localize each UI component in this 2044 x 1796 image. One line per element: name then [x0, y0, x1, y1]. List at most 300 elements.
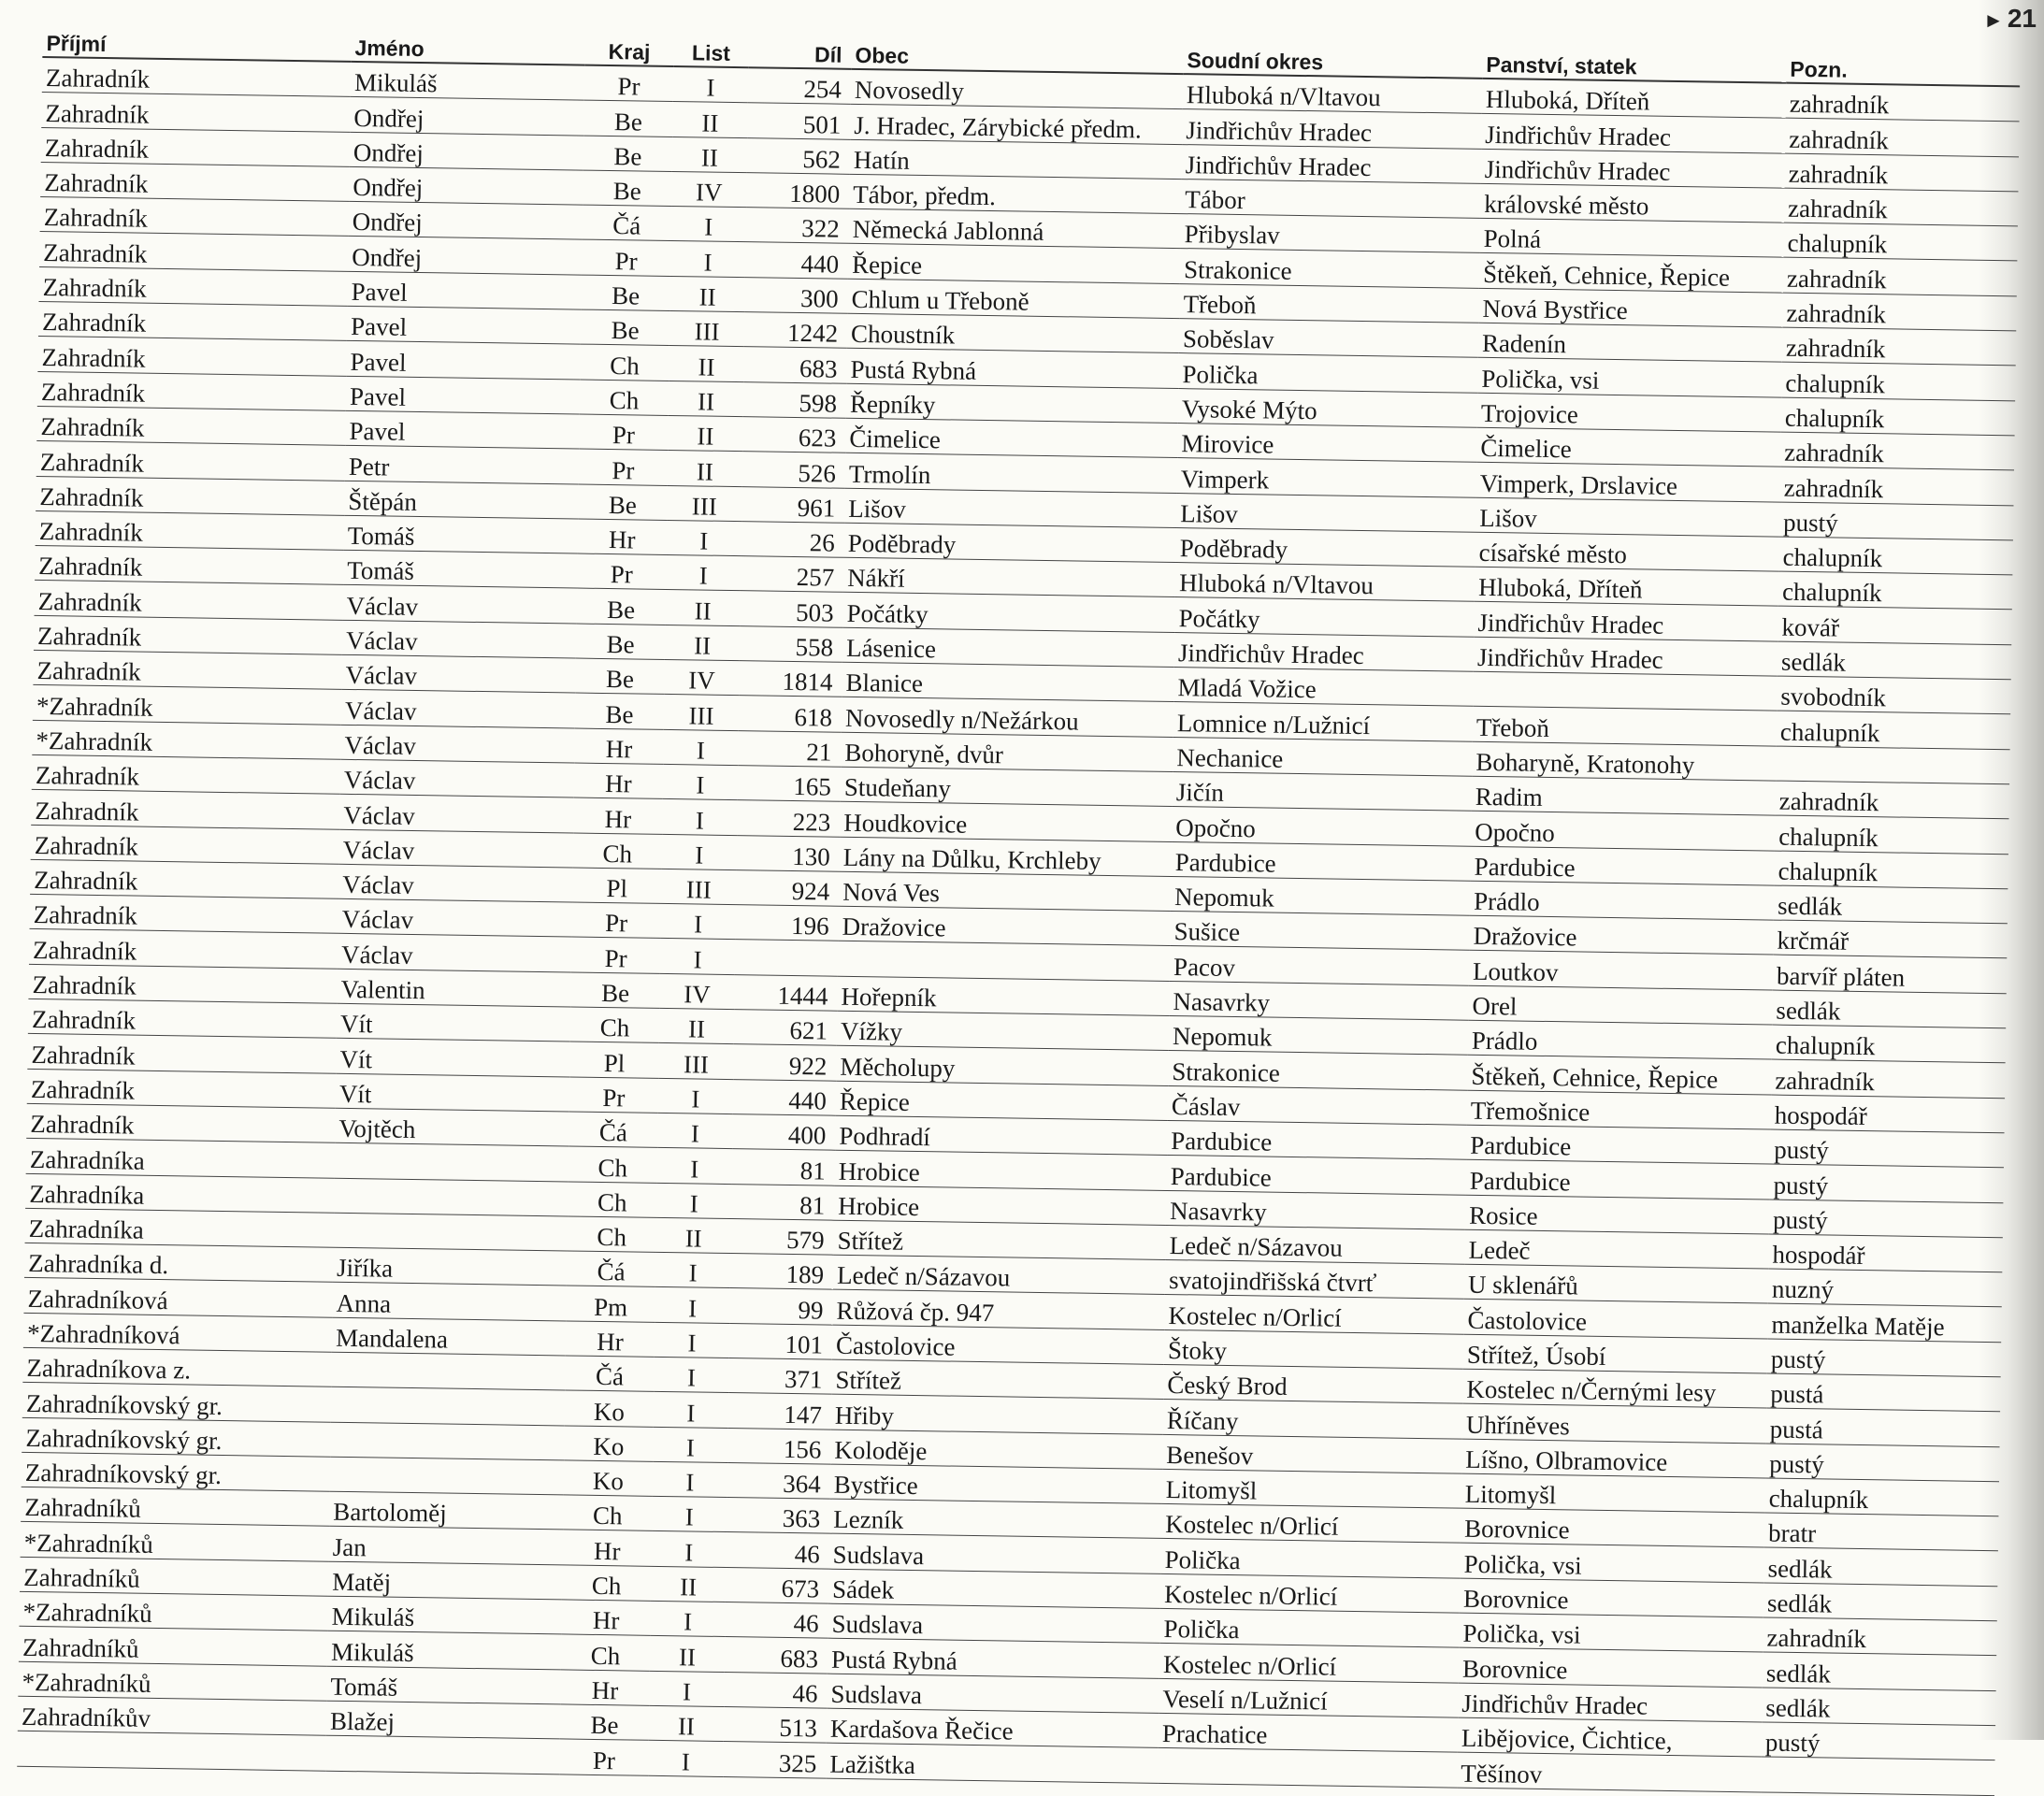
cell-surname: Zahradník — [32, 754, 341, 794]
cell-part: 223 — [737, 800, 841, 837]
cell-region: Be — [581, 309, 670, 346]
cell-region: Hr — [574, 763, 664, 799]
cell-estate: Libějovice, Čichtice, — [1458, 1717, 1763, 1757]
cell-surname: Zahradník — [41, 127, 351, 166]
cell-region: Ch — [580, 380, 669, 416]
cell-court: Jičín — [1173, 771, 1473, 811]
cell-estate: Opočno — [1471, 811, 1776, 850]
cell-estate: Čimelice — [1476, 427, 1781, 467]
cell-sheet: III — [658, 1043, 734, 1079]
cell-estate: Boharyně, Kratonohy — [1472, 741, 1777, 781]
cell-region: Pr — [582, 240, 671, 277]
cell-court: Štoky — [1164, 1329, 1464, 1369]
cell-firstname: Ondřej — [349, 166, 583, 205]
cell-note: svobodník — [1777, 676, 2011, 714]
cell-region: Ko — [564, 1460, 654, 1497]
cell-estate: Trojovice — [1477, 393, 1782, 432]
cell-note: zahradník — [1780, 432, 2015, 470]
cell-surname: Zahradníkovský gr. — [22, 1452, 331, 1491]
cell-firstname: Pavel — [347, 271, 582, 309]
cell-sheet: II — [651, 1566, 727, 1602]
cell-sheet: I — [663, 764, 739, 799]
cell-region: Pr — [579, 449, 669, 485]
cell-sheet: I — [655, 1287, 730, 1323]
cell-region: Ch — [562, 1565, 652, 1602]
cell-part: 257 — [741, 556, 844, 593]
cell-court: Pardubice — [1171, 841, 1471, 881]
cell-surname: Zahradník — [31, 825, 340, 864]
cell-region: Pr — [579, 414, 669, 451]
cell-court: Jindřichův Hradec — [1182, 109, 1482, 149]
page-number-value: 21 — [2007, 4, 2037, 33]
cell-firstname: Jan — [329, 1527, 564, 1565]
cell-sheet: II — [650, 1636, 726, 1672]
cell-estate: Prádlo — [1468, 1020, 1773, 1059]
cell-region: Be — [578, 484, 668, 521]
cell-village: Hořepník — [837, 976, 1170, 1016]
cell-court: Hluboká n/Vltavou — [1175, 563, 1475, 602]
cell-firstname: Petr — [345, 446, 580, 484]
cell-note: zahradník — [1782, 293, 2017, 331]
cell-village: Lezník — [829, 1499, 1162, 1539]
cell-estate: Třeboň — [1473, 707, 1778, 746]
cell-region: Čá — [567, 1251, 656, 1287]
cell-sheet: II — [669, 346, 744, 381]
cell-village: Růžová čp. 947 — [832, 1290, 1165, 1330]
cell-note: pustý — [1770, 1129, 2005, 1168]
cell-surname: Zahradníků — [20, 1557, 329, 1596]
cell-sheet: I — [657, 1148, 733, 1184]
cell-surname: Zahradník — [36, 441, 346, 481]
cell-part: 101 — [729, 1323, 833, 1359]
cell-note: zahradník — [1771, 1059, 2006, 1098]
cell-court: Tábor — [1181, 179, 1481, 218]
cell-village: Trmolín — [845, 453, 1178, 494]
cell-part: 924 — [736, 869, 840, 906]
cell-firstname: Mikuláš — [327, 1631, 562, 1670]
cell-firstname — [334, 1178, 569, 1216]
cell-village: Bystřice — [830, 1464, 1163, 1504]
cell-note: manželka Matěje — [1767, 1303, 2002, 1342]
cell-firstname: Mikuláš — [351, 62, 585, 101]
cell-part: 371 — [728, 1358, 832, 1395]
cell-note: zahradník — [1776, 781, 2010, 819]
cell-sheet: I — [658, 1078, 734, 1114]
cell-sheet: II — [668, 415, 743, 451]
cell-part: 325 — [723, 1742, 827, 1778]
cell-sheet: I — [673, 66, 749, 103]
cell-region: Ch — [567, 1216, 656, 1253]
cell-region: Ch — [568, 1181, 657, 1217]
cell-surname: Zahradník — [39, 232, 349, 271]
cell-surname: *Zahradníků — [19, 1591, 328, 1631]
cell-note: hospodář — [1768, 1234, 2003, 1272]
cell-note: sedlák — [1763, 1547, 1998, 1586]
cell-sheet: II — [672, 102, 748, 137]
cell-village: Nákří — [843, 557, 1176, 597]
cell-sheet: I — [651, 1531, 727, 1567]
cell-estate: císařské město — [1475, 532, 1779, 571]
cell-court: Strakonice — [1180, 249, 1480, 288]
cell-sheet: IV — [659, 973, 735, 1009]
cell-court: Vysoké Mýto — [1178, 388, 1478, 427]
cell-sheet: III — [661, 869, 737, 904]
cell-surname: Zahradník — [40, 162, 350, 201]
cell-region: Pm — [566, 1286, 655, 1322]
cell-sheet: II — [669, 381, 744, 416]
cell-part: 1800 — [746, 173, 850, 209]
cell-estate: Pardubice — [1470, 846, 1775, 885]
page-arrow-icon: ► — [1983, 8, 2004, 32]
cell-village: Počátky — [842, 593, 1175, 633]
cell-court: Jindřichův Hradec — [1182, 144, 1482, 183]
cell-court: Benešov — [1162, 1434, 1462, 1473]
cell-surname: Zahradník — [34, 615, 343, 654]
cell-surname: Zahradník — [37, 371, 347, 410]
cell-note: chalupník — [1781, 397, 2016, 436]
cell-region: Ch — [561, 1634, 651, 1671]
cell-surname: Zahradníková — [23, 1278, 333, 1317]
cell-note: sedlák — [1763, 1652, 1997, 1690]
cell-note: sedlák — [1774, 885, 2008, 924]
cell-firstname: Anna — [332, 1283, 567, 1321]
cell-part: 196 — [735, 905, 839, 941]
cell-note: zahradník — [1783, 258, 2018, 296]
cell-note: pustý — [1779, 502, 2014, 540]
cell-note: chalupník — [1764, 1478, 1999, 1516]
cell-court: Nepomuk — [1169, 1015, 1469, 1055]
cell-firstname: Pavel — [346, 341, 581, 380]
cell-village: Nová Ves — [839, 871, 1172, 912]
cell-estate: Radenín — [1478, 323, 1783, 362]
cell-court: Poděbrady — [1175, 527, 1475, 567]
cell-part: 623 — [742, 417, 846, 453]
cell-region: Hr — [573, 797, 663, 834]
cell-sheet: II — [668, 451, 743, 486]
cell-part: 579 — [730, 1218, 834, 1255]
register-table — [17, 17, 2021, 1796]
cell-sheet: I — [650, 1601, 726, 1636]
cell-note: pustý — [1762, 1722, 1996, 1760]
cell-firstname: Mandalena — [332, 1317, 567, 1356]
cell-firstname: Blažej — [326, 1701, 561, 1739]
cell-sheet: II — [672, 136, 748, 172]
cell-surname: Zahradník — [26, 1103, 336, 1142]
cell-note: chalupník — [1778, 537, 2013, 575]
cell-village: Blanice — [842, 662, 1174, 702]
cell-sheet: I — [666, 555, 741, 591]
cell-firstname: Ondřej — [348, 237, 583, 275]
cell-surname: Zahradník — [36, 476, 345, 515]
cell-village: Podhradí — [835, 1115, 1168, 1156]
cell-sheet: III — [667, 485, 742, 521]
cell-part: 558 — [740, 625, 843, 662]
cell-sheet: I — [657, 1113, 733, 1148]
cell-region: Hr — [574, 728, 664, 765]
cell-region: Pr — [571, 902, 661, 939]
cell-sheet: III — [669, 311, 745, 347]
cell-region: Hr — [560, 1670, 650, 1706]
cell-estate: Orel — [1468, 985, 1773, 1025]
cell-estate: Prádlo — [1470, 881, 1775, 920]
cell-region: Ch — [563, 1495, 653, 1531]
cell-part: 598 — [743, 381, 847, 418]
cell-surname: Zahradníka d. — [24, 1243, 334, 1282]
cell-note: zahradník — [1763, 1617, 1997, 1656]
cell-sheet: II — [665, 625, 741, 660]
cell-region: Pr — [569, 1077, 659, 1114]
cell-note: krčmář — [1773, 920, 2008, 958]
cell-part: 300 — [744, 277, 848, 313]
cell-sheet: I — [653, 1461, 728, 1497]
cell-note: zahradník — [1784, 188, 2019, 226]
cell-note: chalupník — [1775, 815, 2009, 854]
cell-estate: Hluboká, Dříteň — [1475, 567, 1779, 606]
cell-court: Přibyslav — [1180, 214, 1480, 253]
cell-estate: Jindřichův Hradec — [1481, 114, 1786, 153]
cell-note: pustý — [1767, 1339, 2002, 1377]
cell-estate: Častolovice — [1463, 1300, 1768, 1339]
cell-region: Ch — [580, 344, 669, 381]
cell-note: hospodář — [1771, 1095, 2006, 1133]
cell-court: Nasavrky — [1166, 1190, 1466, 1229]
cell-region: Ch — [570, 1007, 660, 1043]
cell-village: Poděbrady — [844, 523, 1177, 563]
cell-village: Choustník — [847, 313, 1180, 353]
cell-estate: Rosice — [1465, 1195, 1770, 1234]
cell-sheet: I — [671, 207, 747, 242]
cell-note: zahradník — [1782, 327, 2017, 366]
cell-firstname: Matěj — [328, 1561, 563, 1600]
cell-note: chalupník — [1774, 851, 2008, 889]
cell-village: Sudslava — [828, 1603, 1160, 1644]
cell-village: Tábor, předm. — [849, 174, 1182, 214]
cell-village: Německá Jablonná — [848, 208, 1181, 249]
cell-surname: *Zahradníků — [21, 1522, 330, 1561]
cell-village: Měcholupy — [836, 1046, 1169, 1086]
cell-estate: Polná — [1479, 219, 1784, 258]
cell-estate: Pardubice — [1465, 1159, 1770, 1199]
cell-part: 440 — [745, 242, 849, 279]
cell-region: Pr — [559, 1739, 649, 1775]
cell-note: chalupník — [1777, 711, 2011, 749]
cell-region: Pl — [572, 868, 662, 904]
cell-surname: Zahradník — [36, 406, 346, 445]
cell-sheet: IV — [664, 659, 740, 695]
cell-firstname: Vít — [336, 1073, 570, 1112]
cell-firstname: Václav — [338, 864, 573, 902]
cell-sheet: I — [649, 1671, 725, 1706]
cell-region: Be — [575, 693, 665, 729]
cell-estate: Loutkov — [1469, 951, 1774, 990]
cell-firstname: Bartoloměj — [329, 1491, 564, 1530]
cell-firstname — [331, 1387, 566, 1426]
cell-surname: Zahradník — [38, 302, 348, 341]
cell-note: pustá — [1766, 1373, 2001, 1412]
cell-note: zahradník — [1785, 118, 2020, 156]
cell-surname: Zahradník — [38, 266, 348, 306]
cell-firstname: Václav — [339, 829, 574, 868]
cell-court: Mladá Vožice — [1173, 668, 1474, 707]
cell-part: 130 — [737, 835, 841, 871]
column-header-court: Soudní okres — [1183, 34, 1483, 79]
cell-surname: Zahradník — [27, 1034, 337, 1073]
cell-region: Be — [560, 1704, 650, 1741]
cell-court: Lomnice n/Lužnicí — [1173, 702, 1474, 741]
cell-part: 189 — [730, 1254, 834, 1290]
cell-surname: Zahradníkova z. — [22, 1347, 332, 1387]
cell-court: Opočno — [1172, 807, 1472, 846]
cell-estate: Líšno, Olbramovice — [1461, 1439, 1766, 1478]
cell-firstname — [325, 1735, 560, 1774]
cell-estate: Jindřichův Hradec — [1474, 637, 1778, 676]
cell-estate: Polička, vsi — [1477, 358, 1782, 397]
cell-sheet: I — [660, 904, 736, 940]
cell-village: Sudslava — [827, 1674, 1159, 1714]
cell-firstname — [330, 1457, 565, 1495]
cell-estate: Borovnice — [1460, 1578, 1764, 1617]
cell-surname: Zahradníkovský gr. — [22, 1383, 332, 1422]
cell-part: 46 — [725, 1602, 828, 1639]
cell-village: Sudslava — [828, 1534, 1161, 1574]
cell-note: sedlák — [1778, 641, 2012, 680]
cell-part: 961 — [741, 486, 845, 523]
cell-village: Lásenice — [842, 627, 1175, 668]
cell-sheet: I — [652, 1497, 727, 1532]
cell-region: Ch — [573, 833, 663, 869]
cell-estate: Třemošnice — [1467, 1090, 1772, 1129]
cell-firstname: Valentin — [337, 969, 571, 1007]
cell-village: Řepice — [848, 244, 1181, 284]
cell-part: 400 — [732, 1114, 836, 1150]
cell-part: 503 — [740, 591, 843, 627]
cell-region: Be — [575, 658, 665, 695]
cell-note: sedlák — [1762, 1688, 1996, 1726]
cell-surname: Zahradníků — [19, 1627, 328, 1666]
cell-court: Kostelec n/Orlicí — [1161, 1504, 1461, 1544]
cell-village: Lišov — [844, 488, 1177, 528]
cell-estate: U sklenářů — [1464, 1264, 1769, 1303]
cell-court: Ledeč n/Sázavou — [1165, 1225, 1465, 1264]
cell-part: 501 — [747, 103, 851, 139]
cell-village — [838, 941, 1171, 982]
cell-firstname: Tomáš — [343, 550, 578, 588]
cell-firstname: Václav — [342, 585, 577, 624]
cell-surname: Zahradníka — [25, 1208, 335, 1247]
cell-surname: Zahradník — [41, 93, 351, 132]
cell-village: Koloděje — [830, 1430, 1163, 1470]
cell-court: Pardubice — [1167, 1156, 1467, 1195]
cell-note: zahradník — [1786, 83, 2021, 122]
cell-court: Sušice — [1170, 912, 1470, 951]
cell-sheet: III — [664, 695, 740, 730]
cell-region: Hr — [578, 519, 668, 555]
cell-estate: Těšínov — [1457, 1752, 1762, 1791]
cell-region: Ko — [564, 1426, 654, 1462]
cell-village: J. Hradec, Zárybické předm. — [850, 105, 1183, 145]
cell-firstname — [335, 1142, 569, 1181]
cell-estate: Lišov — [1475, 497, 1780, 537]
cell-sheet: I — [663, 729, 739, 765]
cell-estate: královské město — [1480, 183, 1785, 223]
cell-surname: Zahradník — [28, 999, 338, 1038]
cell-estate: Hluboká, Dříteň — [1482, 79, 1787, 119]
cell-estate: Vimperk, Drslavice — [1476, 463, 1781, 502]
cell-note — [1761, 1757, 1995, 1795]
cell-court: Počátky — [1174, 597, 1475, 637]
cell-sheet: I — [654, 1357, 729, 1392]
cell-estate: Pardubice — [1466, 1125, 1771, 1164]
cell-surname — [17, 1731, 326, 1771]
cell-court: Soběslav — [1179, 319, 1479, 358]
cell-court: Hluboká n/Vltavou — [1183, 74, 1483, 114]
cell-village: Lažištka — [826, 1743, 1159, 1783]
cell-firstname: Tomáš — [344, 515, 579, 553]
cell-region: Pr — [584, 65, 674, 102]
cell-part: 99 — [729, 1288, 833, 1325]
cell-sheet: I — [656, 1183, 732, 1218]
cell-region: Čá — [569, 1112, 658, 1148]
cell-village: Dražovice — [838, 906, 1171, 946]
cell-part: 147 — [728, 1393, 832, 1430]
cell-part: 21 — [738, 730, 842, 767]
cell-part: 322 — [746, 208, 850, 244]
cell-village: Chlum u Třeboně — [847, 279, 1180, 319]
cell-part: 165 — [738, 766, 842, 802]
cell-note: sedlák — [1763, 1583, 1998, 1621]
cell-sheet: I — [662, 799, 738, 835]
cell-court: Jindřichův Hradec — [1174, 632, 1475, 671]
cell-sheet: I — [667, 520, 742, 555]
cell-surname: Zahradník — [40, 197, 350, 237]
column-header-village: Obec — [851, 29, 1184, 74]
cell-court: Říčany — [1163, 1400, 1463, 1439]
cell-sheet: II — [659, 1008, 735, 1043]
cell-estate: Nová Bystřice — [1478, 288, 1783, 327]
cell-note: sedlák — [1772, 990, 2007, 1028]
cell-estate: Polička, vsi — [1459, 1613, 1763, 1652]
cell-firstname: Pavel — [345, 410, 580, 449]
cell-court: Nechanice — [1173, 737, 1473, 776]
cell-note: pustý — [1765, 1444, 2000, 1482]
cell-estate: Borovnice — [1459, 1648, 1763, 1688]
cell-note: kovář — [1778, 607, 2012, 645]
cell-note: zahradník — [1784, 153, 2019, 192]
cell-part: 922 — [733, 1044, 837, 1081]
cell-part: 683 — [725, 1637, 828, 1674]
cell-part: 1242 — [744, 312, 848, 349]
column-header-firstname: Jméno — [351, 22, 585, 65]
cell-surname: Zahradník — [33, 650, 342, 689]
cell-firstname: Mikuláš — [327, 1596, 562, 1634]
cell-village: Houdkovice — [840, 801, 1173, 841]
cell-surname: Zahradníkův — [18, 1696, 327, 1735]
cell-part: 81 — [732, 1149, 836, 1185]
cell-estate: Borovnice — [1461, 1508, 1765, 1547]
cell-firstname: Pavel — [347, 306, 582, 344]
cell-part: 526 — [742, 452, 846, 488]
cell-sheet: I — [653, 1427, 728, 1462]
cell-firstname — [330, 1422, 565, 1460]
cell-firstname: Pavel — [346, 376, 581, 414]
cell-surname: *Zahradníků — [18, 1661, 327, 1701]
cell-court: Vimperk — [1177, 458, 1477, 497]
cell-firstname: Ondřej — [350, 97, 584, 136]
cell-part: 683 — [743, 347, 847, 383]
cell-surname: Zahradník — [30, 895, 339, 934]
cell-village: Novosedly n/Nežárkou — [842, 697, 1174, 738]
cell-court: Kostelec n/Orlicí — [1160, 1573, 1461, 1613]
